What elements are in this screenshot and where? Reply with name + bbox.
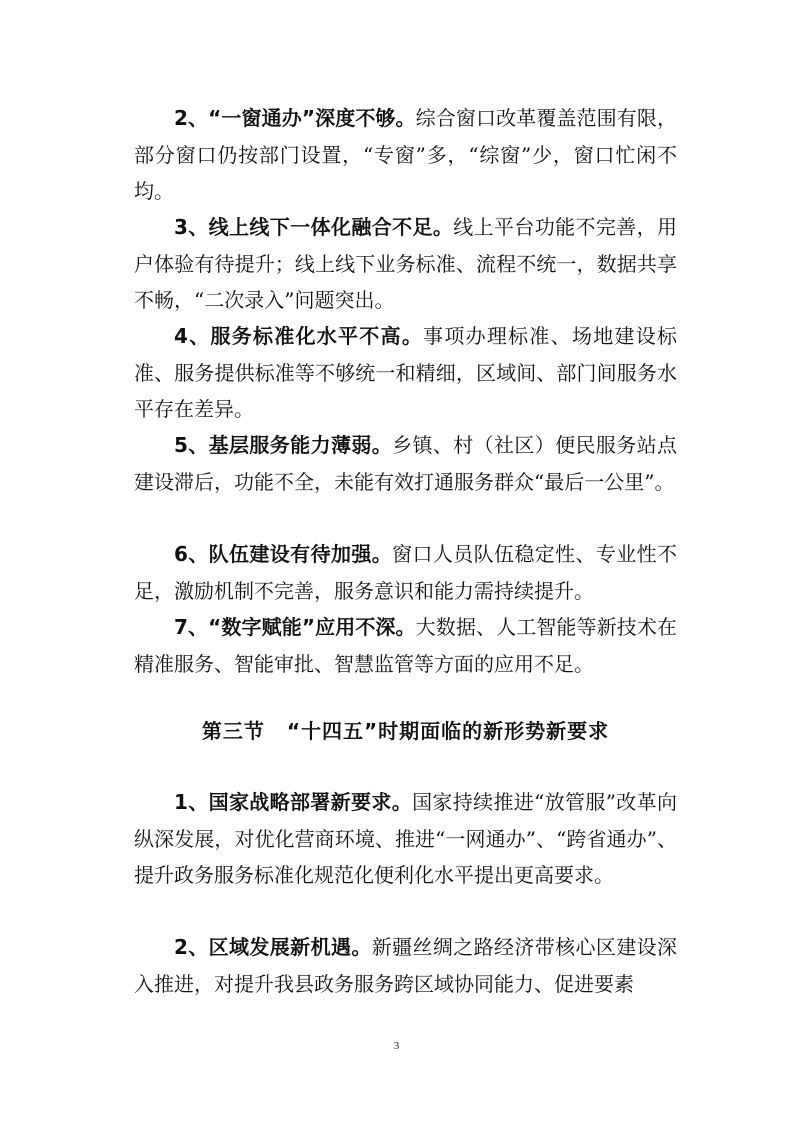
paragraph-item-4 [134,318,677,428]
paragraph-item-6 [134,536,677,609]
paragraph-item-7 [134,609,677,682]
paragraph-lead: 7、“数字赋能”应用不深。 [174,615,416,639]
paragraph-text: 线上平台功能不完善，用户体验有待提升；线上线下业务标准、流程不统一，数据共享不畅，“二次录入”问题突出。 [134,215,678,312]
page-number: 3 [393,1040,400,1052]
paragraph-item-3 [134,209,677,319]
paragraph-text: 综合窗口改革覆盖范围有限，部分窗口仍按部门设置，“专窗”多，“综窗”少，窗口忙闲不均。 [134,106,677,203]
paragraph-text: 国家持续推进“放管服”改革向纵深发展，对优化营商环境、推进“一网通办”、“跨省通办”、提升政务服务标准化规范化便利化水平提出更高要求。 [134,790,677,887]
paragraph-lead: 5、基层服务能力薄弱。 [174,433,393,457]
paragraph-section-item-2 [134,929,677,1002]
paragraph-lead: 3、线上线下一体化融合不足。 [174,215,454,239]
paragraph-text: 窗口人员队伍稳定性、专业性不足，激励机制不完善，服务意识和能力需持续提升。 [134,542,677,603]
section-title: “十四五”时期面临的新形势新要求 [286,719,610,743]
paragraph-lead: 1、国家战略部署新要求。 [174,790,413,814]
paragraph-text: 大数据、人工智能等新技术在精准服务、智能审批、智慧监管等方面的应用不足。 [134,615,677,676]
paragraph-lead: 4、服务标准化水平不高。 [174,324,424,348]
section-number: 第三节 [201,719,265,743]
paragraph-item-5 [134,427,677,500]
paragraph-text: 新疆丝绸之路经济带核心区建设深入推进，对提升我县政务服务跨区域协同能力、促进要素 [134,935,677,996]
paragraph-text: 乡镇、村（社区）便民服务站点建设滞后，功能不全，未能有效打通服务群众“最后一公里”。 [134,433,677,494]
section-heading [134,716,677,746]
paragraph-text: 事项办理标准、场地建设标准、服务提供标准等不够统一和精细，区域间、部门间服务水平存在差异。 [134,324,678,421]
paragraph-item-2 [134,100,677,210]
paragraph-lead: 6、队伍建设有待加强。 [174,542,393,566]
paragraph-lead: 2、“一窗通办”深度不够。 [174,106,416,130]
paragraph-lead: 2、区域发展新机遇。 [174,935,372,959]
paragraph-section-item-1 [134,784,677,894]
